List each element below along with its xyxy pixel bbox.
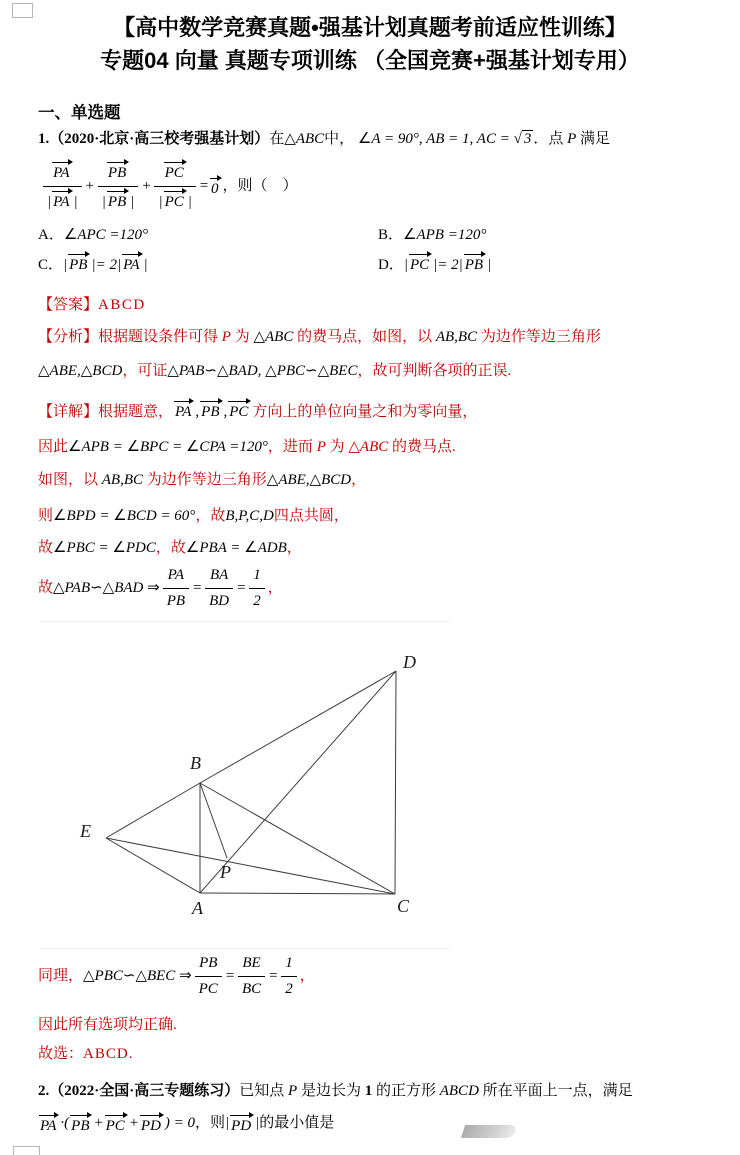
segment-CD	[395, 671, 396, 894]
detail-line-4: 则∠BPD = ∠BCD = 60°，故B,P,C,D四点共圆，	[38, 508, 349, 524]
option-d: D．| PC |= 2| PB |	[378, 252, 491, 276]
problem2-stem: 2.（2022·全国·高三专题练习）已知点 P 是边长为 1 的正方形 ABCD 所在平面上一点，满足	[38, 1083, 633, 1099]
detail-line-6: 故 △PAB∽△BAD ⇒ $\frac{PA}{PB}$ = $\frac{BA}{BD}$ = $\frac{1}{2}$ ，	[38, 564, 283, 612]
answer-label: 【答案】	[38, 297, 99, 313]
detail-line-8: 因此所有选项均正确.	[38, 1017, 177, 1033]
cursor-smudge	[461, 1125, 517, 1138]
problem1-formula: $\frac{PA}{| PA |}$ + $\frac{PB}{| PB |}$ + $\frac{PC}{| PC |}$ = 0 ，则（ ）	[40, 157, 298, 215]
option-b: B．∠APB =120°	[378, 227, 487, 243]
segment-AE	[106, 838, 200, 893]
segment-EC	[106, 838, 395, 894]
detail-line-1: 【详解】根据题意， PA , PB , PC 方向上的单位向量之和为零向量，	[38, 399, 477, 423]
problem1-stem: 1.（2020·北京·高三校考强基计划）在△ABC中， ∠A = 90°, AB = 1, AC = √ 3 ．点 P 满足	[38, 131, 611, 147]
segment-BE	[106, 783, 200, 838]
detail-line-5: 故∠PBC = ∠PDC，故∠PBA = ∠ADB，	[38, 540, 302, 556]
segment-AD	[200, 671, 396, 893]
margin-mark-bottom-left	[13, 1146, 40, 1155]
figure-label-E: E	[80, 821, 91, 841]
detail-line-7: 同理， △PBC∽△BEC ⇒ $\frac{PB}{PC}$ = $\frac{BE}{BC}$ = $\frac{1}{2}$ ，	[38, 951, 315, 1001]
detail-line-3: 如图，以 AB,BC 为边作等边三角形△ABE,△BCD，	[38, 472, 367, 488]
figure-label-B: B	[190, 753, 201, 773]
doc-title-line2: 专题04 向量 真题专项训练 （全国竞赛+强基计划专用）	[100, 48, 640, 73]
option-a: A．∠APC =120°	[38, 227, 148, 243]
segment-BP	[200, 783, 227, 858]
section-heading: 一、单选题	[38, 104, 121, 122]
answer-line	[38, 295, 146, 316]
answer-value: ABCD	[98, 297, 146, 313]
problem2-formula: PA ·( PB + PC + PD ) = 0 ，则 | PD | 的最小值是	[40, 1114, 335, 1134]
geometry-figure-svg	[40, 622, 450, 948]
doc-title-line1: 【高中数学竞赛真题•强基计划真题考前适应性训练】	[113, 15, 627, 40]
detail-line-2: 因此∠APB = ∠BPC = ∠CPA =120°，进而 P 为 △ABC 的费马点.	[38, 439, 456, 455]
figure-label-D: D	[403, 652, 416, 672]
options-row-2	[38, 252, 492, 276]
analysis-line-2: △ABE,△BCD，可证△PAB∽△BAD, △PBC∽△BEC，故可判断各项的正误.	[38, 363, 512, 379]
segment-AC	[200, 893, 395, 894]
options-row-1	[38, 225, 487, 246]
geometry-figure	[40, 621, 450, 949]
figure-label-C: C	[397, 896, 410, 916]
analysis-line-1: 【分析】根据题设条件可得 P 为 △ABC 的费马点，如图，以 AB,BC 为边作等边三角形	[38, 329, 601, 345]
detail-line-9: 故选：ABCD.	[38, 1046, 134, 1062]
figure-label-A: A	[192, 898, 203, 918]
option-c: C．| PB |= 2| PA |	[38, 257, 148, 273]
segment-BD	[200, 671, 396, 783]
figure-label-P: P	[220, 862, 231, 882]
